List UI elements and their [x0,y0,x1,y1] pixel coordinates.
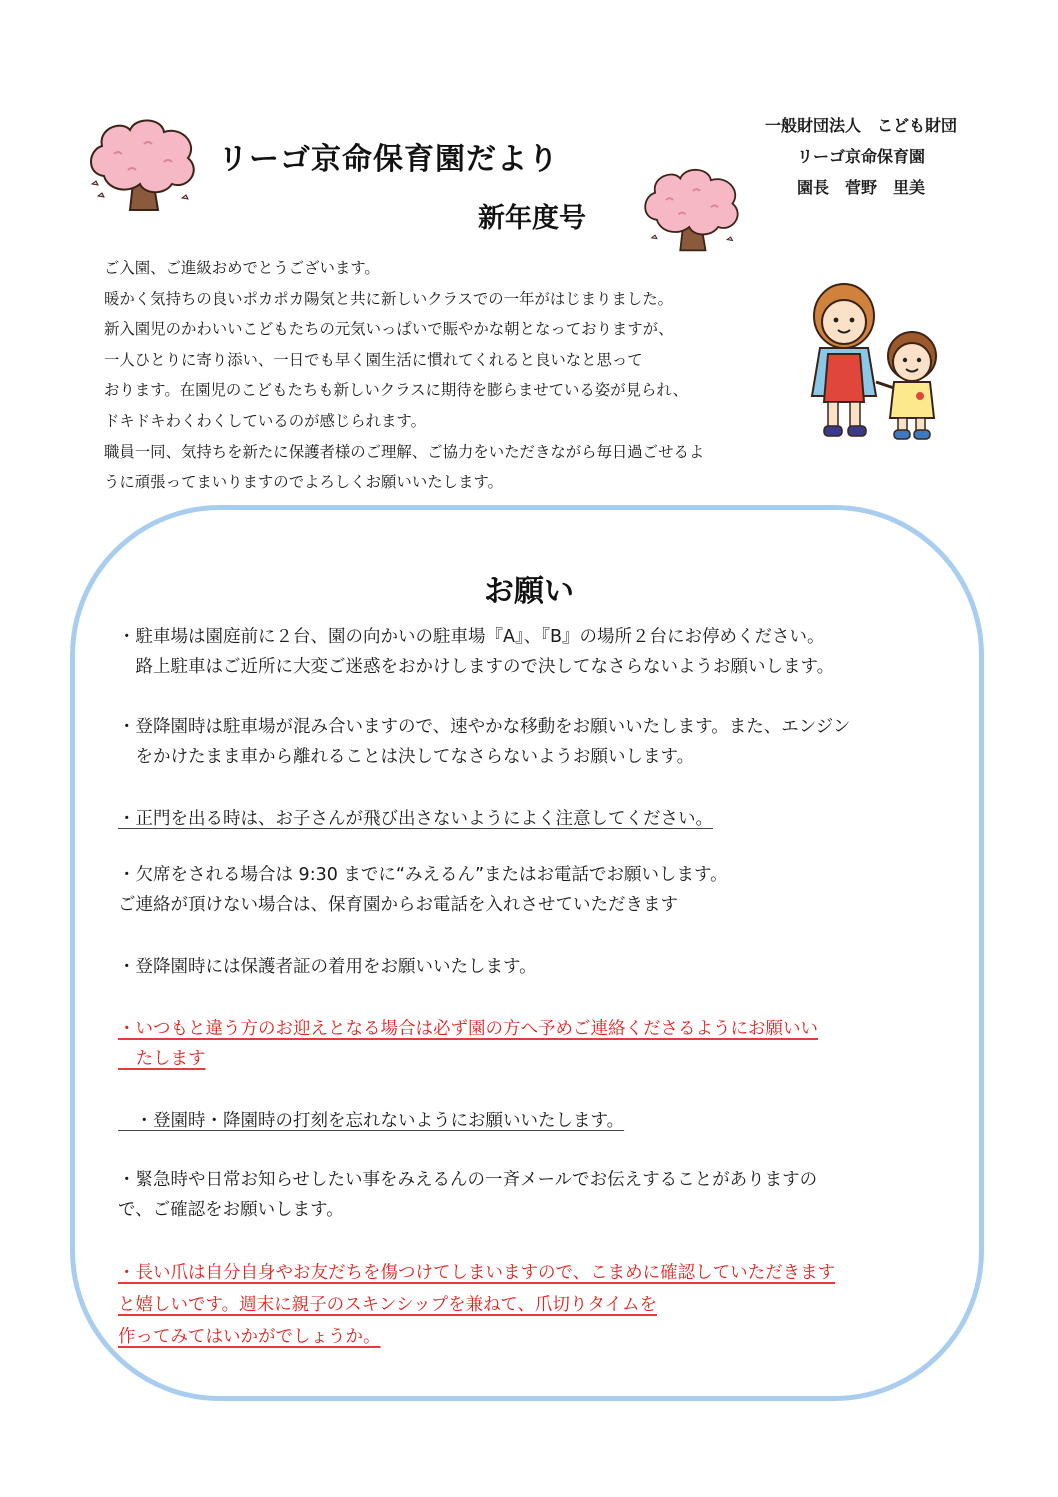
cherry-tree-icon [636,164,748,254]
cherry-tree-icon [84,114,202,214]
teacher-and-child-illustration [798,278,954,442]
notice-item-line: ・登園時・降園時の打刻を忘れないようにお願いいたします。 [118,1111,625,1131]
intro-paragraph [104,253,794,498]
notice-item-line: ・駐車場は園庭前に２台、園の向かいの駐車場『A』、『B』の場所２台にお停めください。 [118,627,825,647]
intro-line: 暖かく気持ちの良いポカポカ陽気と共に新しいクラスでの一年がはじまりました。 [104,289,673,308]
notice-item-line: ・正門を出る時は、お子さんが飛び出さないようによく注意してください。 [118,809,713,829]
notice-item-line: をかけたまま車から離れることは決してなさらないようお願いします。 [118,747,695,767]
notice-item-line: ・欠席をされる場合は 9:30 までに“みえるん”またはお電話でお願いします。 [118,865,728,885]
newsletter-title: リーゴ京命保育園だより [218,142,559,177]
notice-item-line-emphasis: ・長い爪は自分自身やお友だちを傷つけてしまいますので、こまめに確認していただきます [118,1263,836,1283]
notice-item-line: ・登降園時は駐車場が混み合いますので、速やかな移動をお願いいたします。また、エンジン [118,717,851,737]
intro-line: ドキドキわくわくしているのが感じられます。 [104,411,426,430]
notice-item-line: ・登降園時には保護者証の着用をお願いいたします。 [118,957,537,977]
intro-line: おります。在園児のこどもたちも新しいクラスに期待を膨らませている姿が見られ、 [104,381,689,400]
notice-item-line-emphasis: 作ってみてはいかがでしょうか。 [118,1327,381,1347]
organization-block [740,110,982,203]
intro-line: うに頑張ってまいりますのでよろしくお願いいたします。 [104,473,503,492]
principal-name: 園長 菅野 里美 [796,178,925,197]
intro-line: 職員一同、気持ちを新たに保護者様のご理解、ご協力をいただきながら毎日過ごせるよ [104,442,705,461]
notice-item-line-emphasis: たします [118,1049,206,1069]
notice-item-line-emphasis: と嬉しいです。週末に親子のスキンシップを兼ねて、爪切りタイムを [118,1295,657,1315]
school-name: リーゴ京命保育園 [796,147,925,166]
notice-item-line: ・緊急時や日常お知らせしたい事をみえるんの一斉メールでお伝えすることがありますの [118,1170,818,1190]
intro-line: 新入園児のかわいいこどもたちの元気いっぱいで賑やかな朝となっておりますが、 [104,320,674,339]
notice-item-line-emphasis: ・いつもと違う方のお迎えとなる場合は必ず園の方へ予めご連絡くださるようにお願いい [118,1019,818,1039]
notice-item-line: で、ご確認をお願いします。 [118,1200,344,1220]
intro-line: ご入園、ご進級おめでとうございます。 [104,259,380,277]
notice-title: お願い [484,574,574,609]
notice-item-line: 路上駐車はご近所に大変ご迷惑をおかけしますので決してなさらないようお願いします。 [118,657,835,677]
issue-subtitle: 新年度号 [478,203,586,234]
notice-item-line: ご連絡が頂けない場合は、保育園からお電話を入れさせていただきます [118,895,678,915]
intro-line: 一人ひとりに寄り添い、一日でも早く園生活に慣れてくれると良いなと思って [104,350,643,369]
org-name: 一般財団法人 こども財団 [764,116,957,135]
